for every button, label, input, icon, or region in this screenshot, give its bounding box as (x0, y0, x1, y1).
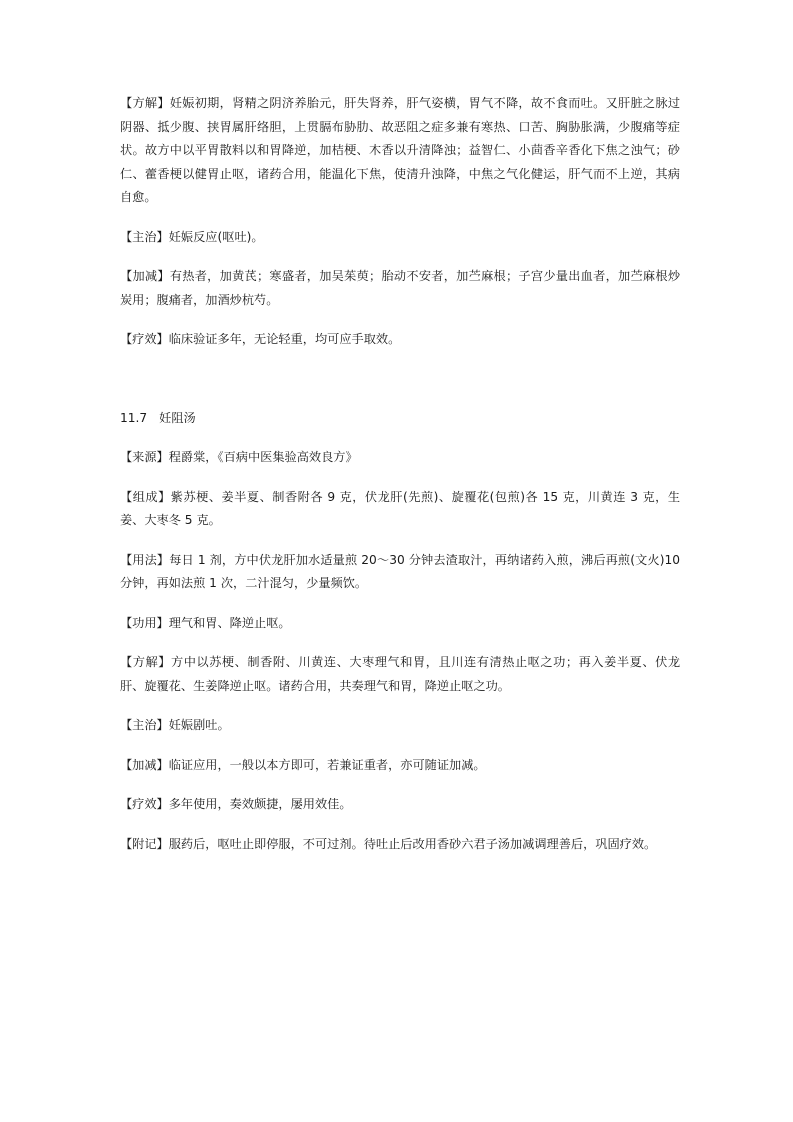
field-label: 【疗效】 (120, 332, 169, 346)
field-text: 妊娠初期，肾精之阴济养胎元，肝失肾养，肝气姿横，胃气不降，故不食而吐。又肝脏之脉过阴器、抵少腹、挟胃属肝络胆，上贯膈布胁肋、故恶阻之症多兼有寒热、口苦、胸胁胀满，少腹痛等症状。故方中以平胃散料以和胃降逆，加桔梗、木香以升清降浊；益智仁、小茴香辛香化下焦之浊气；砂仁、藿香梗以健胃止呕，诸药合用，能温化下焦，使清升浊降，中焦之气化健运，肝气而不上逆，其病自愈。 (120, 96, 681, 204)
field-text: 多年使用，奏效颇捷，屡用效佳。 (168, 797, 352, 811)
field-text: 妊娠剧吐。 (168, 718, 230, 732)
field-label: 【方解】 (120, 655, 171, 669)
paragraph-gongyong (120, 612, 680, 636)
section-heading (120, 407, 680, 431)
section-renzutang (120, 407, 680, 857)
field-label: 【疗效】 (120, 797, 169, 811)
field-label: 【主治】 (120, 229, 169, 244)
paragraph-zhuzhi (120, 714, 680, 738)
paragraph-zucheng (120, 486, 680, 533)
paragraph-fuji (120, 833, 680, 857)
field-text: 有热者，加黄芪；寒盛者，加吴茱萸；胎动不安者，加苎麻根；子宫少量出血者，加苎麻根炒炭用；腹痛者，加酒炒杭芍。 (120, 269, 681, 307)
field-label: 【功用】 (120, 615, 169, 630)
field-text: 妊娠反应(呕吐)。 (168, 229, 264, 244)
field-label: 【加减】 (120, 757, 169, 772)
field-text: 紫苏梗、姜半夏、制香附各 9 克，伏龙肝(先煎)、旋覆花(包煎)各 15 克，川黄连 3 克，生姜、大枣冬 5 克。 (120, 489, 681, 527)
paragraph-yongfa (120, 549, 680, 596)
paragraph-liaoxiao (120, 793, 680, 817)
field-label: 【主治】 (120, 718, 169, 732)
field-text: 理气和胃、降逆止呕。 (168, 615, 291, 630)
field-label: 【来源】 (120, 450, 169, 464)
paragraph-zhuzhi (120, 226, 680, 250)
field-text: 方中以苏梗、制香附、川黄连、大枣理气和胃，且川连有清热止呕之功；再入姜半夏、伏龙肝、旋覆花、生姜降逆止呕。诸药合用，共奏理气和胃，降逆止呕之功。 (120, 655, 681, 693)
field-label: 【方解】 (120, 96, 170, 110)
field-text: 每日 1 剂，方中伏龙肝加水适量煎 20～30 分钟去渣取汁，再纳诸药入煎，沸后再煎(文火)10 分钟，再如法煎 1 次，二汁混匀，少量频饮。 (120, 552, 680, 590)
field-text: 临床验证多年，无论轻重，均可应手取效。 (168, 332, 401, 346)
section-gap (120, 368, 680, 407)
section-number: 11.7 (120, 410, 148, 425)
field-label: 【加减】 (120, 269, 170, 283)
field-label: 【用法】 (120, 552, 170, 567)
field-label: 【组成】 (120, 489, 171, 504)
paragraph-fangjie (120, 651, 680, 698)
field-label: 【附记】 (120, 836, 169, 851)
field-text: 服药后，呕吐止即停服，不可过剂。待吐止后改用香砂六君子汤加减调理善后，巩固疗效。 (168, 836, 657, 851)
field-text: 程爵棠，《百病中医集验高效良方》 (168, 450, 358, 464)
field-text: 临证应用，一般以本方即可，若兼证重者，亦可随证加减。 (168, 757, 486, 772)
section-fangjie-1 (120, 92, 680, 352)
section-title: 妊阻汤 (159, 410, 196, 425)
document-body (120, 92, 680, 872)
paragraph-laiyuan (120, 446, 680, 470)
paragraph-jiajian (120, 754, 680, 778)
paragraph-fangjie (120, 92, 680, 210)
paragraph-liaoxiao (120, 328, 680, 352)
paragraph-jiajian (120, 265, 680, 312)
